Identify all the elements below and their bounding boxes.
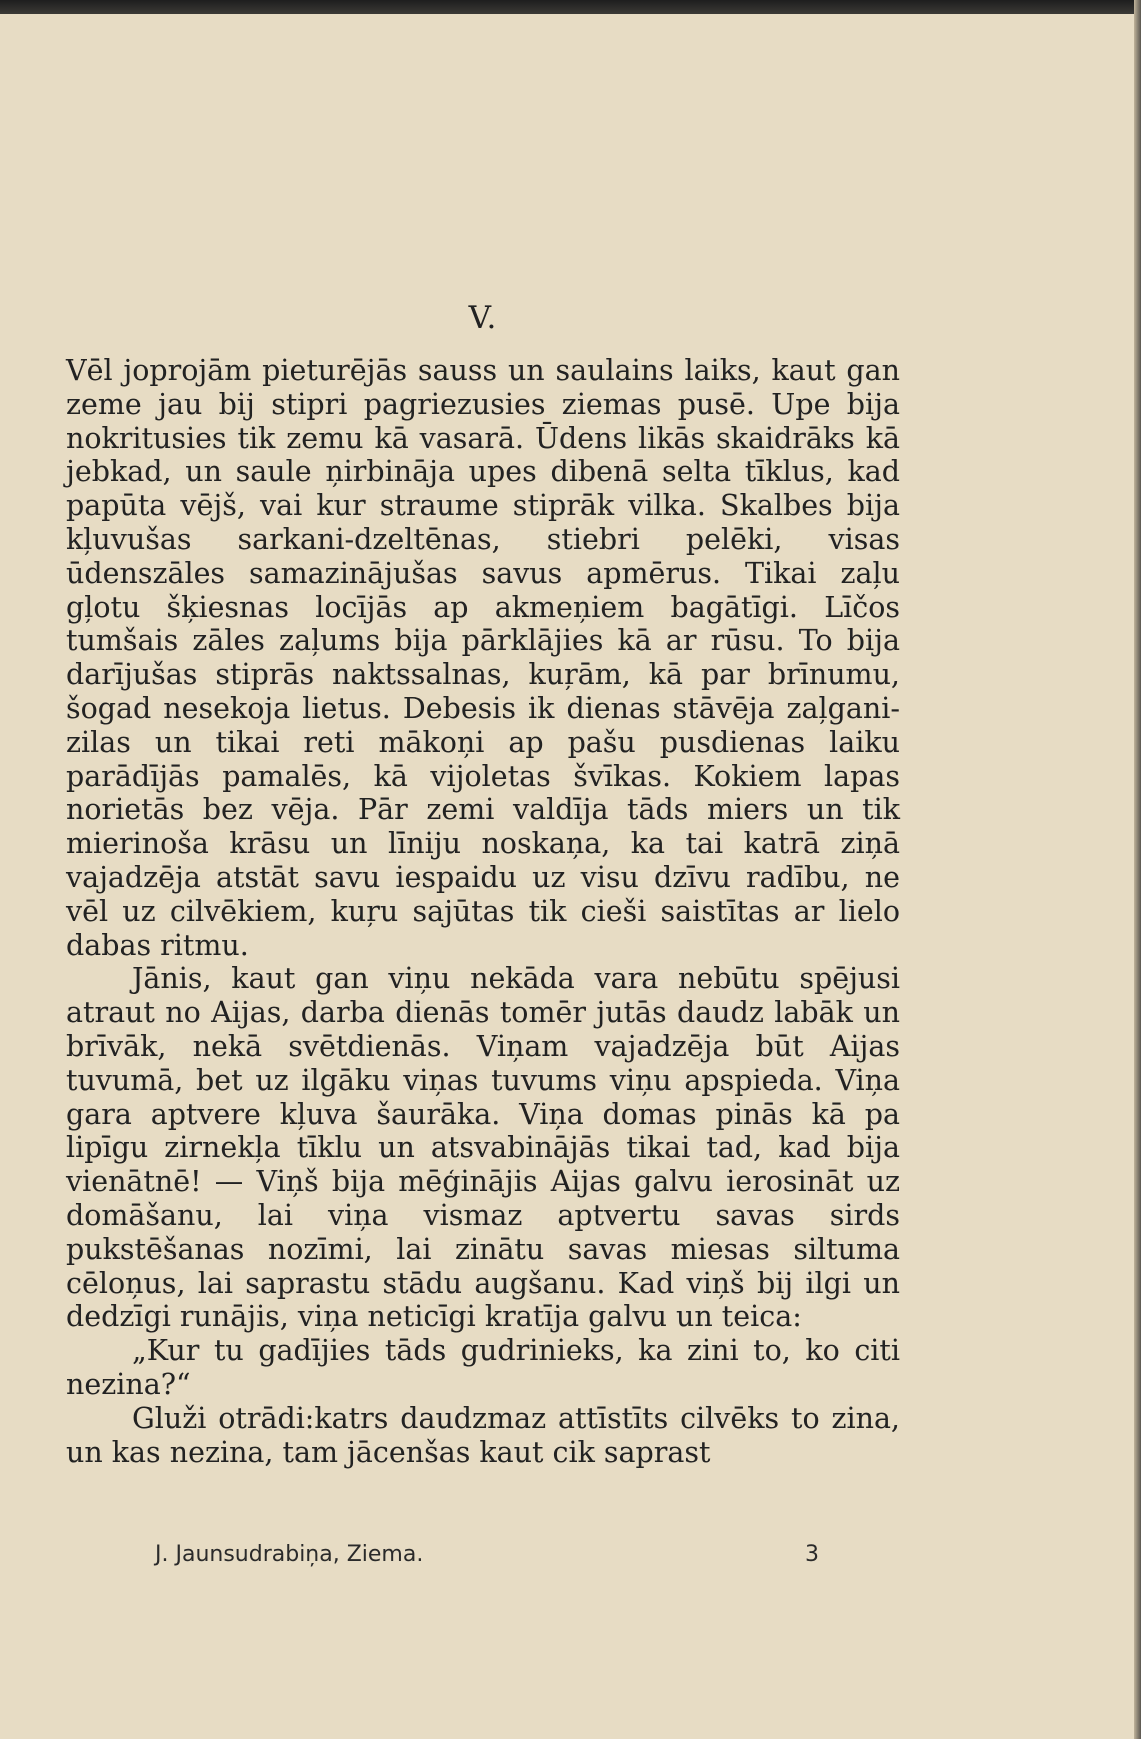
- page-right-edge: [1134, 0, 1141, 1739]
- page-top-edge: [0, 0, 1141, 14]
- paragraph: Jānis, kaut gan viņu nekāda vara nebūtu spējusi atraut no Aijas, darba dienās tomēr jutās daudz labāk un brīvāk, nekā svētdienās. Viņam vajadzēja būt Aijas tuvumā, bet uz ilgāku viņas tuvums viņu apspieda. Viņa gara aptvere kļuva šaurāka. Viņa domas pinās kā pa lipīgu zirnekļa tīklu un atsvabinājās tikai tad, kad bija vienātnē! — Viņš bija mēģinājis Aijas galvu ierosināt uz domāšanu, lai viņa vismaz aptvertu savas sirds pukstēšanas nozīmi, lai zinātu savas miesas siltuma cēloņus, lai saprastu stādu augšanu. Kad viņš bij ilgi un dedzīgi runājis, viņa neticīgi kratīja galvu un teica:: [66, 962, 900, 1334]
- chapter-heading: V.: [468, 300, 498, 336]
- signature-mark: J. Jaunsudrabiņa, Ziema.: [155, 1542, 424, 1567]
- paragraph: „Kur tu gadījies tāds gudrinieks, ka zini to, ko citi nezina?“: [66, 1334, 900, 1401]
- body-text: [66, 354, 900, 1469]
- page-number: 3: [805, 1542, 819, 1567]
- paragraph: Vēl joprojām pieturējās sauss un saulains laiks, kaut gan zeme jau bij stipri pagriezusies ziemas pusē. Upe bija nokritusies tik zemu kā vasarā. Ūdens likās skaidrāks kā jebkad, un saule ņirbināja upes dibenā selta tīklus, kad papūta vējš, vai kur straume stiprāk vilka. Skalbes bija kļuvušas sarkani-dzeltēnas, stiebri pelēki, visas ūdenszāles samazinājušas savus apmērus. Tikai zaļu gļotu šķiesnas locījās ap akmeņiem bagātīgi. Līčos tumšais zāles zaļums bija pārklājies kā ar rūsu. To bija darījušas stiprās naktssalnas, kuŗām, kā par brīnumu, šogad nesekoja lietus. Debesis ik dienas stāvēja zaļgani-zilas un tikai reti mākoņi ap pašu pusdienas laiku parādījās pamalēs, kā vijoletas švīkas. Kokiem lapas norietās bez vēja. Pār zemi valdīja tāds miers un tik mierinoša krāsu un līniju noskaņa, ka tai katrā ziņā vajadzēja atstāt savu iespaidu uz visu dzīvu radību, ne vēl uz cilvēkiem, kuŗu sajūtas tik cieši saistītas ar lielo dabas ritmu.: [66, 354, 900, 962]
- book-page: [66, 300, 900, 1469]
- paragraph: Gluži otrādi:katrs daudzmaz attīstīts cilvēks to zina, un kas nezina, tam jācenšas kaut cik saprast: [66, 1401, 900, 1469]
